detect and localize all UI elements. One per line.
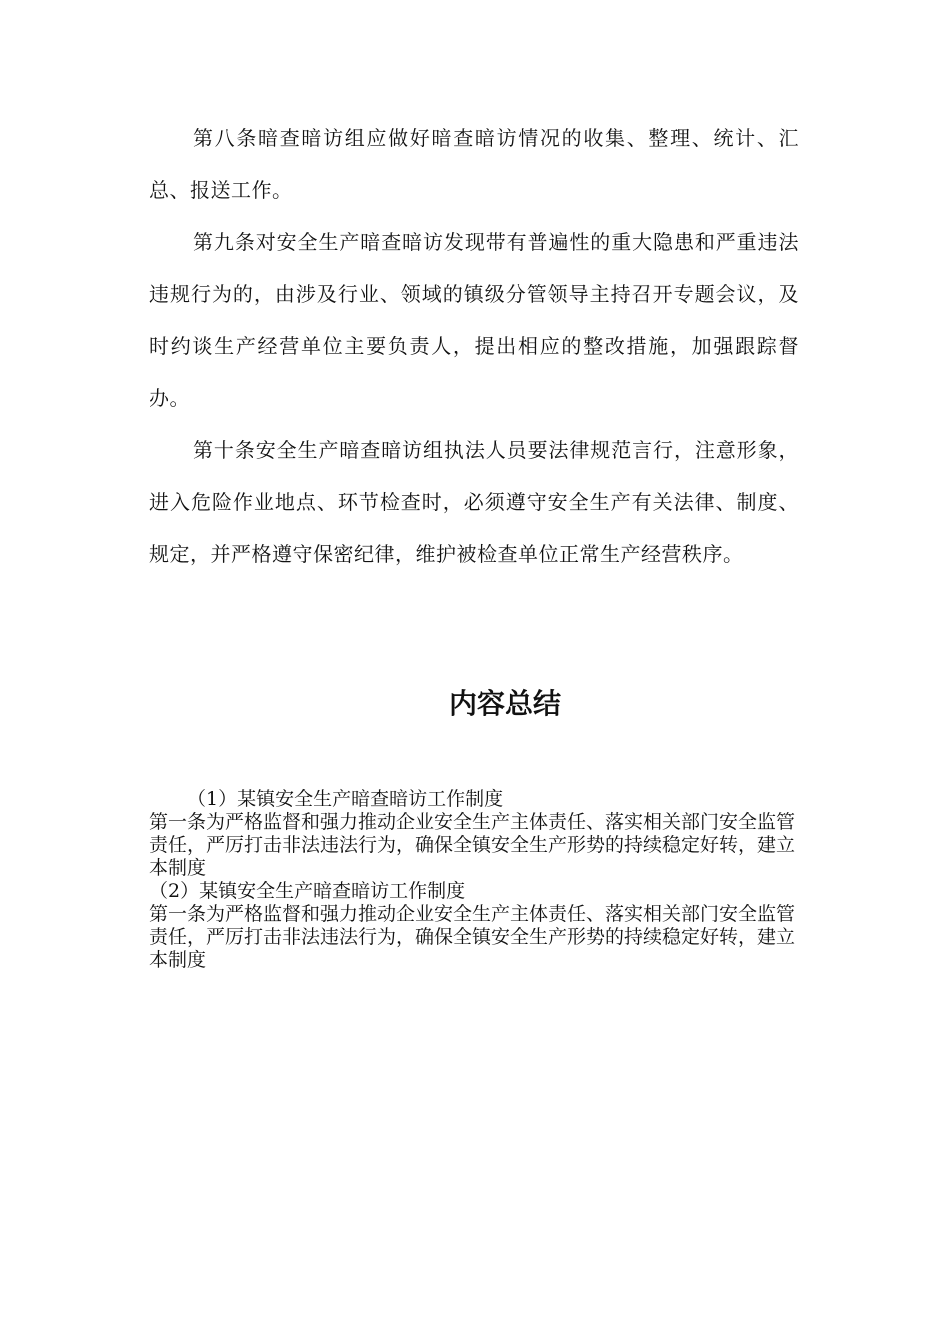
article-8-paragraph: 第八条暗查暗访组应做好暗查暗访情况的收集、整理、统计、汇总、报送工作。 bbox=[149, 126, 799, 202]
summary-item-heading: （2）某镇安全生产暗查暗访工作制度 bbox=[149, 880, 466, 902]
summary-title: 内容总结 bbox=[448, 687, 561, 720]
article-10-paragraph: 第十条安全生产暗查暗访组执法人员要法律规范言行，注意形象，进入危险作业地点、环节检查时，必须遵守安全生产有关法律、制度、规定，并严格遵守保密纪律，维护被检查单位正常生产经营秩序。 bbox=[149, 438, 799, 566]
article-9-paragraph: 第九条对安全生产暗查暗访发现带有普遍性的重大隐患和严重违法违规行为的，由涉及行业、领域的镇级分管领导主持召开专题会议，及时约谈生产经营单位主要负责人，提出相应的整改措施，加强跟踪督办。 bbox=[149, 230, 799, 410]
summary-item-text: 第一条为严格监督和强力推动企业安全生产主体责任、落实相关部门安全监管责任，严厉打击非法违法行为，确保全镇安全生产形势的持续稳定好转，建立本制度 bbox=[149, 903, 796, 971]
summary-section bbox=[149, 788, 799, 972]
summary-item-heading: （1）某镇安全生产暗查暗访工作制度 bbox=[187, 788, 504, 810]
summary-item-text: 第一条为严格监督和强力推动企业安全生产主体责任、落实相关部门安全监管责任，严厉打击非法违法行为，确保全镇安全生产形势的持续稳定好转，建立本制度 bbox=[149, 811, 796, 879]
